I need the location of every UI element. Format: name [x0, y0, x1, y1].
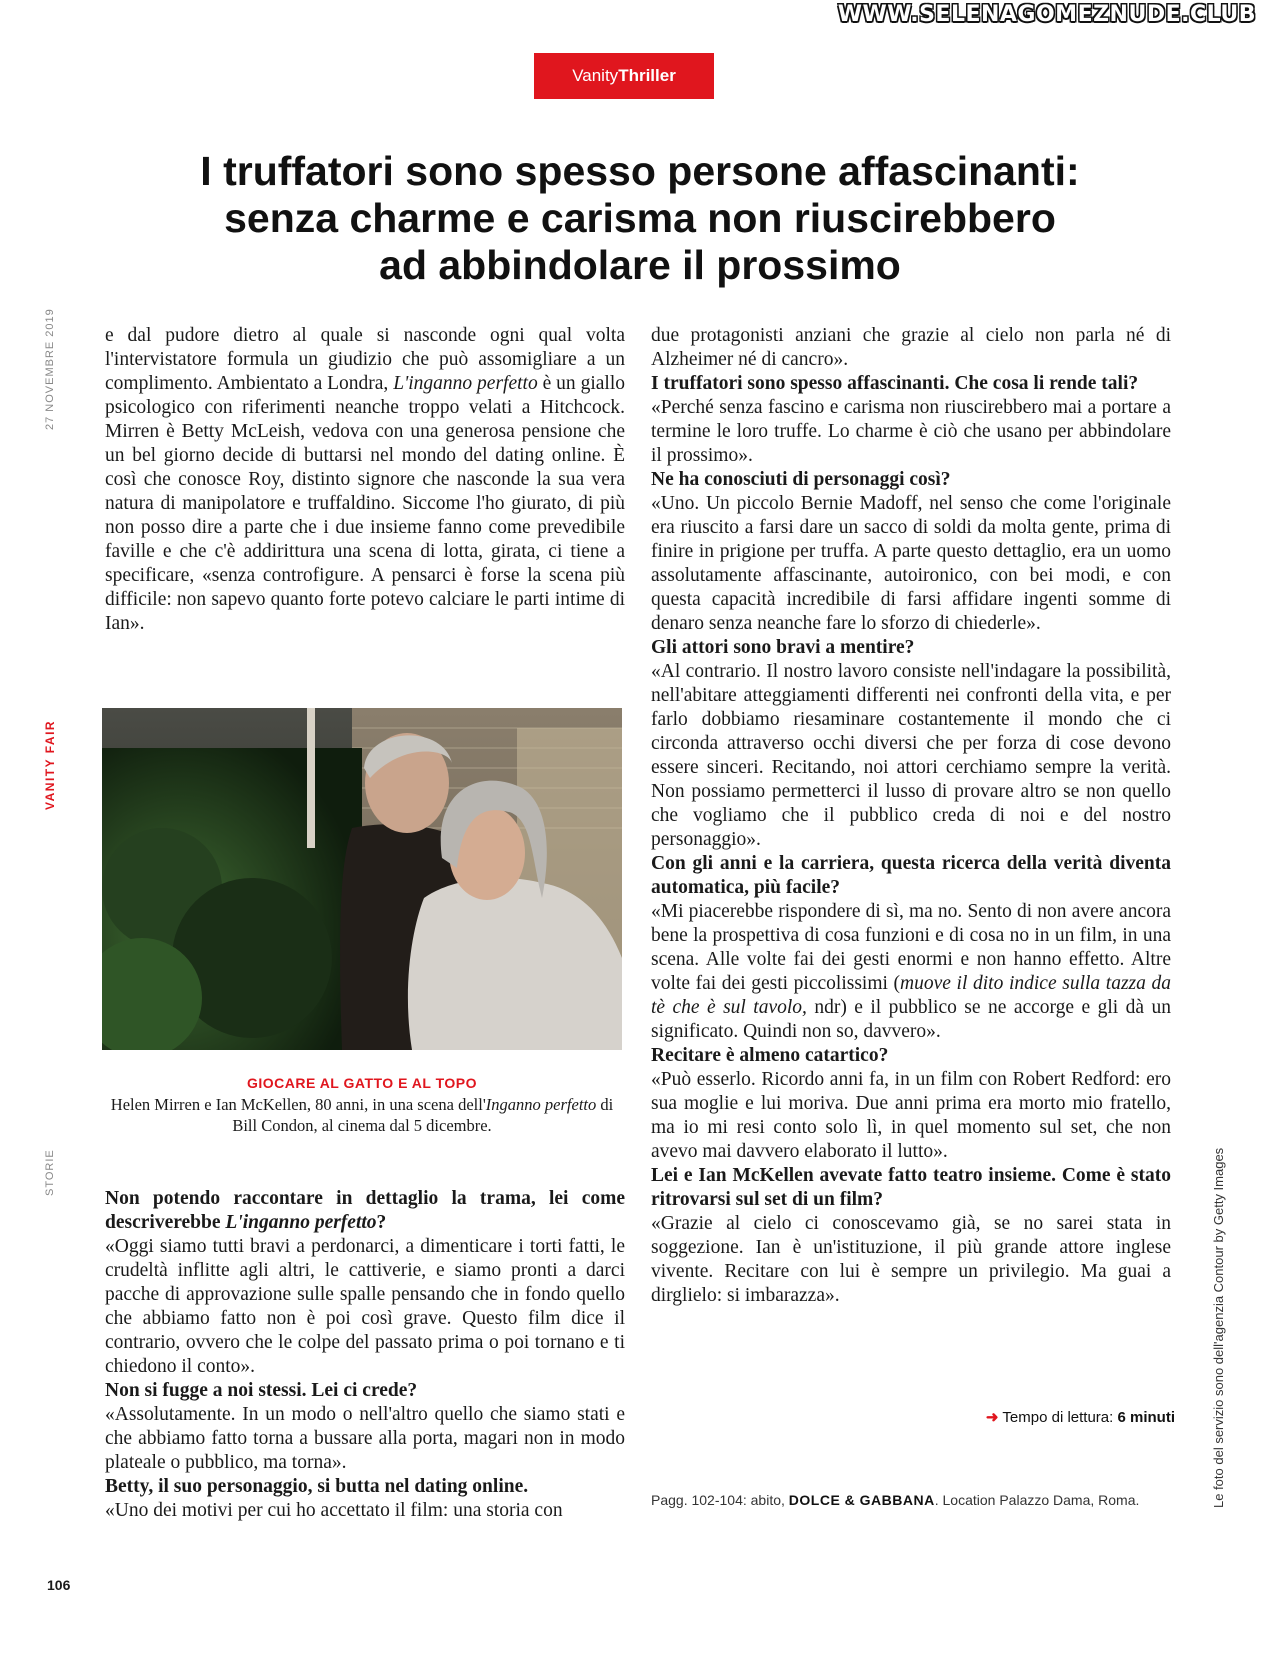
section-tag	[534, 53, 714, 99]
headline	[80, 148, 1200, 289]
interview-question: Non si fugge a noi stessi. Lei ci crede?	[105, 1380, 418, 1401]
headline-line: ad abbindolare il prossimo	[379, 242, 901, 288]
stage-direction: muove il dito indice sulla tazza da tè che è sul tavolo,	[651, 973, 1171, 1018]
headline-line: senza charme e carisma non riuscirebbero	[224, 195, 1056, 241]
text-run: «Mi piacerebbe rispondere di sì, ma no. Sento di non avere ancora bene la prospettiva di cosa funzioni e di cosa no in un film, in una scena. Alle volte fai dei gesti enormi e non hanno effetto. Altre volte fai dei gesti piccolissimi (	[651, 901, 1171, 994]
text-run: Non potendo raccontare in dettaglio la trama, lei come descriverebbe	[105, 1188, 625, 1233]
article-column-right	[651, 324, 1171, 1308]
fashion-credits	[651, 1490, 1171, 1510]
reading-time-value: 6 minuti	[1117, 1409, 1175, 1426]
arrow-right-icon: ➜	[985, 1409, 999, 1426]
interview-answer: «Grazie al cielo ci conoscevamo già, se no sarei stata in soggezione. Ian è un'istituzione, il più grande attore inglese vivente. Recitare con lui è sempre un privilegio. Ma guai a dirglielo: si imbarazza».	[651, 1213, 1171, 1306]
interview-answer: «Al contrario. Il nostro lavoro consiste nell'indagare la possibilità, nell'abitare atteggiamenti differenti nei confronti della vita, e per farlo dobbiamo riesaminare costantemente il mondo che ci circonda attraverso occhi diversi che per forza di cose devono essere sinceri. Recitando, noi attori cerchiamo sempre la verità. Non possiamo permetterci il lusso di provare altro se non quello che vogliamo che il pubblico creda di noi e del nostro personaggio».	[651, 661, 1171, 850]
interview-answer: «Uno. Un piccolo Bernie Madoff, nel senso che come l'originale era riuscito a farsi dare un sacco di soldi da molta gente, prima di finire in prigione per truffa. A parte questo dettaglio, era un uomo assolutamente affascinante, autoironico, con bei modi, e con questa capacità incredibile di farsi affidare ingenti somme di denaro senza neanche fare lo sforzo di chiederle».	[651, 493, 1171, 634]
interview-question: Ne ha conosciuti di personaggi così?	[651, 469, 951, 490]
interview-question: Recitare è almeno catartico?	[651, 1045, 889, 1066]
text-run: . Location Palazzo Dama, Roma.	[934, 1492, 1140, 1508]
caption-title: GIOCARE AL GATTO E AL TOPO	[246, 1075, 478, 1091]
article-column-left-top	[105, 324, 625, 636]
interview-question: Con gli anni e la carriera, questa ricerca della verità diventa automatica, più facile?	[651, 853, 1171, 898]
film-title: L'inganno perfetto	[225, 1212, 377, 1233]
text-run: è un giallo psicologico con riferimenti neanche troppo velati a Hitchcock. Mirren è Betty McLeish, vedova con una generosa pensione che un bel giorno decide di buttarsi nel mondo del dating online. È così che conosce Roy, distinto signore che nasconde la sua vera natura di manipolatore e truffaldino. Siccome l'ho giurato, di più non posso dire a parte che i due insieme fanno come prevedibile faville e che c'è addirittura una scena di lotta, girata, ci tiene a specificare, «senza controfigure. A pensarci è forse la scena più difficile: non sapevo quanto forte potevo calciare le parti intime di Ian».	[105, 373, 625, 634]
interview-answer	[651, 900, 1171, 1044]
interview-answer: «Oggi siamo tutti bravi a perdonarci, a dimenticare i torti fatti, le crudeltà inflitte agli altri, le cattiverie, e siamo pronti a darci pacche di approvazione sulle spalle pensando che in fondo quello che abbiamo fatto non è poi così grave. Questo film dice il contrario, ovvero che le colpe del passato prima o poi tornano e ti chiedono il conto».	[105, 1236, 625, 1377]
film-title: L'inganno perfetto	[393, 373, 538, 394]
photo-couple-scene-icon	[102, 708, 622, 1050]
interview-answer: «Uno dei motivi per cui ho accettato il film: una storia con	[105, 1500, 563, 1521]
text-run: Pagg. 102-104: abito,	[651, 1492, 789, 1508]
reading-time-label: Tempo di lettura:	[1002, 1409, 1114, 1426]
interview-question: I truffatori sono spesso affascinanti. Che cosa li rende tali?	[651, 373, 1139, 394]
interview-question: Betty, il suo personaggio, si butta nel dating online.	[105, 1476, 529, 1497]
text-run: e dal pudore dietro al quale si nasconde ogni qual volta l'intervistatore formula un giudizio che può assomigliare a un complimento. Ambientato a Londra,	[105, 325, 625, 394]
watermark: WWW.SELENAGOMEZNUDE.CLUB	[837, 2, 1256, 27]
text-run: ndr) e il pubblico se ne accorge e gli dà un significato. Quindi non so, davvero».	[651, 997, 1171, 1042]
article-column-left-bottom	[105, 1187, 625, 1523]
film-still-photo	[102, 708, 622, 1050]
photo-credit: Le foto del servizio sono dell'agenzia Contour by Getty Images	[1211, 1147, 1226, 1508]
text-run: di Bill Condon, al cinema dal 5 dicembre.	[232, 1095, 614, 1135]
reading-time	[986, 1408, 1175, 1426]
section-label: STORIE	[44, 1149, 56, 1196]
text-run: Helen Mirren e Ian McKellen, 80 anni, in una scena dell'	[110, 1095, 486, 1114]
text-run: ?	[376, 1212, 387, 1233]
interview-answer: «Assolutamente. In un modo o nell'altro quello che siamo stati e che abbiamo fatto torna a bussare alla porta, magari non in modo plateale o pubblico, ma torna».	[105, 1404, 625, 1473]
headline-line: I truffatori sono spesso persone affascinanti:	[200, 148, 1080, 194]
interview-answer: due protagonisti anziani che grazie al cielo non parla né di Alzheimer né di cancro».	[651, 325, 1171, 370]
photo-caption	[102, 1075, 622, 1136]
interview-question: Gli attori sono bravi a mentire?	[651, 637, 915, 658]
magazine-brand: VANITY FAIR	[43, 719, 57, 810]
section-tag-bold: Thriller	[618, 66, 676, 85]
film-title: Inganno perfetto	[485, 1095, 597, 1114]
interview-answer: «Può esserlo. Ricordo anni fa, in un film con Robert Redford: ero sua moglie e lui moriva. Due anni prima era morto mio fratello, ma io mi resi conto solo lì, in quel momento sul set, che non avevo mai davvero elaborato il lutto».	[651, 1069, 1171, 1162]
page-number: 106	[47, 1577, 71, 1593]
interview-question	[105, 1187, 625, 1235]
brand-name: DOLCE & GABBANA	[788, 1492, 935, 1508]
issue-date: 27 NOVEMBRE 2019	[44, 308, 56, 430]
interview-question: Lei e Ian McKellen avevate fatto teatro insieme. Come è stato ritrovarsi sul set di un film?	[651, 1165, 1171, 1210]
section-tag-prefix: Vanity	[572, 66, 619, 85]
caption-text	[102, 1094, 622, 1136]
interview-answer: «Perché senza fascino e carisma non riuscirebbero mai a portare a termine le loro truffe. Lo charme è ciò che usano per abbindolare il prossimo».	[651, 397, 1171, 466]
paragraph	[105, 324, 625, 636]
